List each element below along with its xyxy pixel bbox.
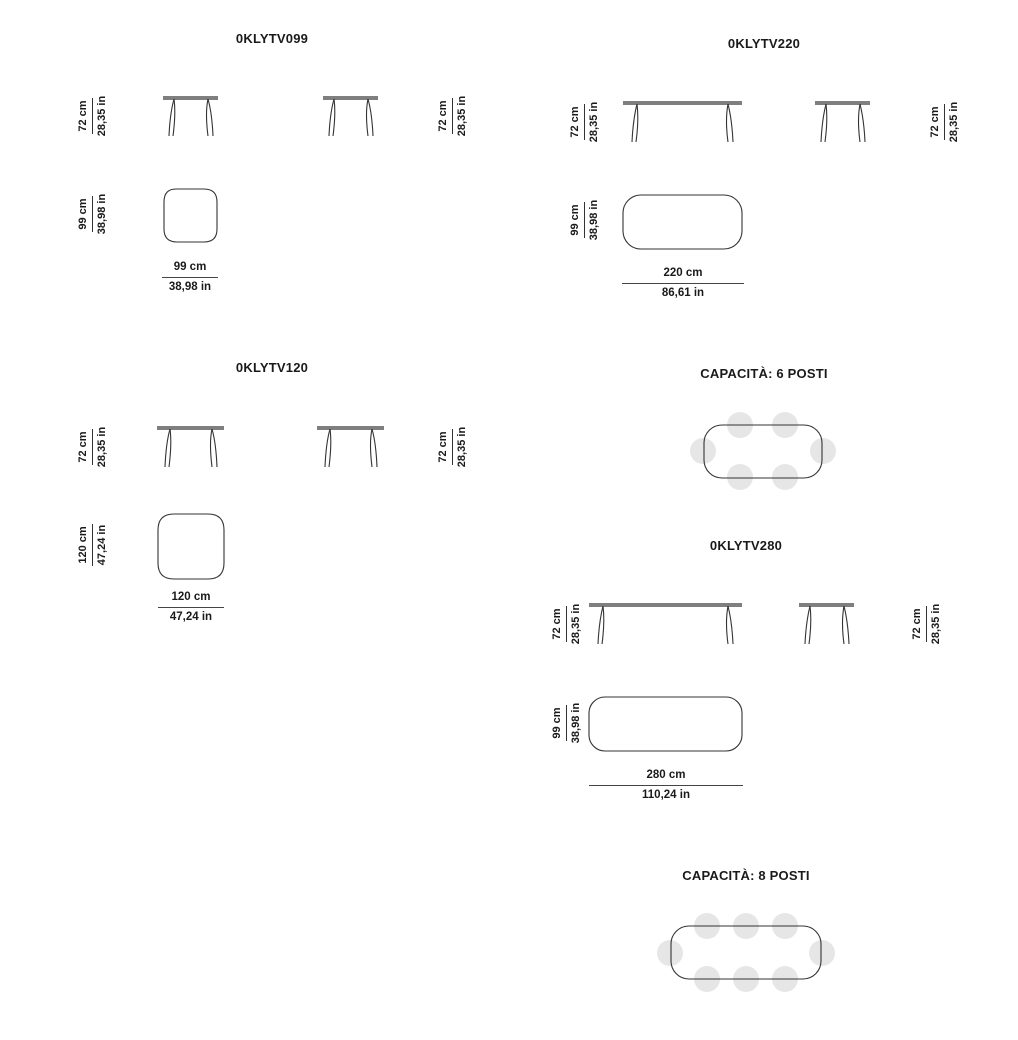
dim-cm: 72 cm	[75, 429, 93, 464]
dim-cm: 99 cm	[549, 705, 567, 740]
front-elevation-120	[154, 423, 228, 469]
dim-cm: 99 cm	[75, 196, 93, 231]
seat	[809, 940, 835, 966]
height-dim-120-right	[434, 387, 470, 507]
plan-view-220	[620, 191, 746, 253]
dim-cm: 120 cm	[75, 524, 93, 565]
table-outline	[704, 425, 822, 478]
side-elevation-099	[320, 93, 382, 139]
dim-in: 28,35 in	[95, 95, 108, 137]
height-dim-220-right	[926, 62, 962, 182]
dim-in: 38,98 in	[168, 281, 212, 293]
depth-dim-280	[548, 663, 584, 783]
capacity-title-6: CAPACITÀ: 6 POSTI	[700, 366, 828, 381]
dim-in: 110,24 in	[642, 789, 690, 801]
depth-dim-099	[74, 154, 110, 274]
dim-cm: 280 cm	[589, 767, 743, 786]
width-dim-220	[622, 265, 744, 302]
plan-view-120	[154, 510, 228, 584]
dim-in: 86,61 in	[661, 287, 705, 299]
product-title-280: 0KLYTV280	[709, 538, 783, 553]
seat	[657, 940, 683, 966]
product-title-099: 0KLYTV099	[235, 31, 309, 46]
product-title-220: 0KLYTV220	[727, 36, 801, 51]
dim-cm: 72 cm	[435, 429, 453, 464]
seat	[810, 438, 836, 464]
width-dim-099	[162, 259, 218, 296]
dim-in: 38,98 in	[569, 702, 582, 744]
height-dim-099-right	[434, 56, 470, 176]
side-elevation-220	[812, 98, 874, 144]
width-dim-120	[158, 589, 224, 626]
dim-cm: 72 cm	[909, 606, 927, 641]
depth-dim-120	[74, 485, 110, 605]
capacity-title-8: CAPACITÀ: 8 POSTI	[682, 868, 810, 883]
dim-in: 38,98 in	[95, 193, 108, 235]
side-elevation-120	[314, 423, 388, 469]
front-elevation-280	[586, 600, 746, 646]
dim-cm: 72 cm	[435, 98, 453, 133]
capacity-diagram-8	[656, 912, 838, 996]
seat	[772, 464, 798, 490]
dim-cm: 220 cm	[622, 265, 744, 284]
dim-in: 28,35 in	[587, 101, 600, 143]
capacity-diagram-6	[688, 410, 838, 494]
dim-cm: 72 cm	[927, 104, 945, 139]
product-title-120: 0KLYTV120	[235, 360, 309, 375]
dim-in: 47,24 in	[169, 611, 213, 623]
height-dim-280-right	[908, 564, 944, 684]
depth-dim-220	[566, 160, 602, 280]
dim-in: 38,98 in	[587, 199, 600, 241]
plan-view-099	[160, 185, 222, 247]
dim-cm: 99 cm	[567, 202, 585, 237]
width-dim-280	[589, 767, 743, 804]
seat	[727, 464, 753, 490]
side-elevation-280	[796, 600, 858, 646]
dim-cm: 72 cm	[567, 104, 585, 139]
front-elevation-099	[160, 93, 222, 139]
dim-in: 28,35 in	[455, 95, 468, 137]
seat	[690, 438, 716, 464]
plan-view-280	[586, 693, 746, 755]
dim-cm: 120 cm	[158, 589, 224, 608]
dim-in: 28,35 in	[947, 101, 960, 143]
dim-in: 28,35 in	[95, 426, 108, 468]
dim-in: 47,24 in	[95, 524, 108, 566]
dim-in: 28,35 in	[569, 603, 582, 645]
dim-cm: 72 cm	[549, 606, 567, 641]
dim-in: 28,35 in	[929, 603, 942, 645]
dim-in: 28,35 in	[455, 426, 468, 468]
front-elevation-220	[620, 98, 746, 144]
dim-cm: 72 cm	[75, 98, 93, 133]
dim-cm: 99 cm	[162, 259, 218, 278]
